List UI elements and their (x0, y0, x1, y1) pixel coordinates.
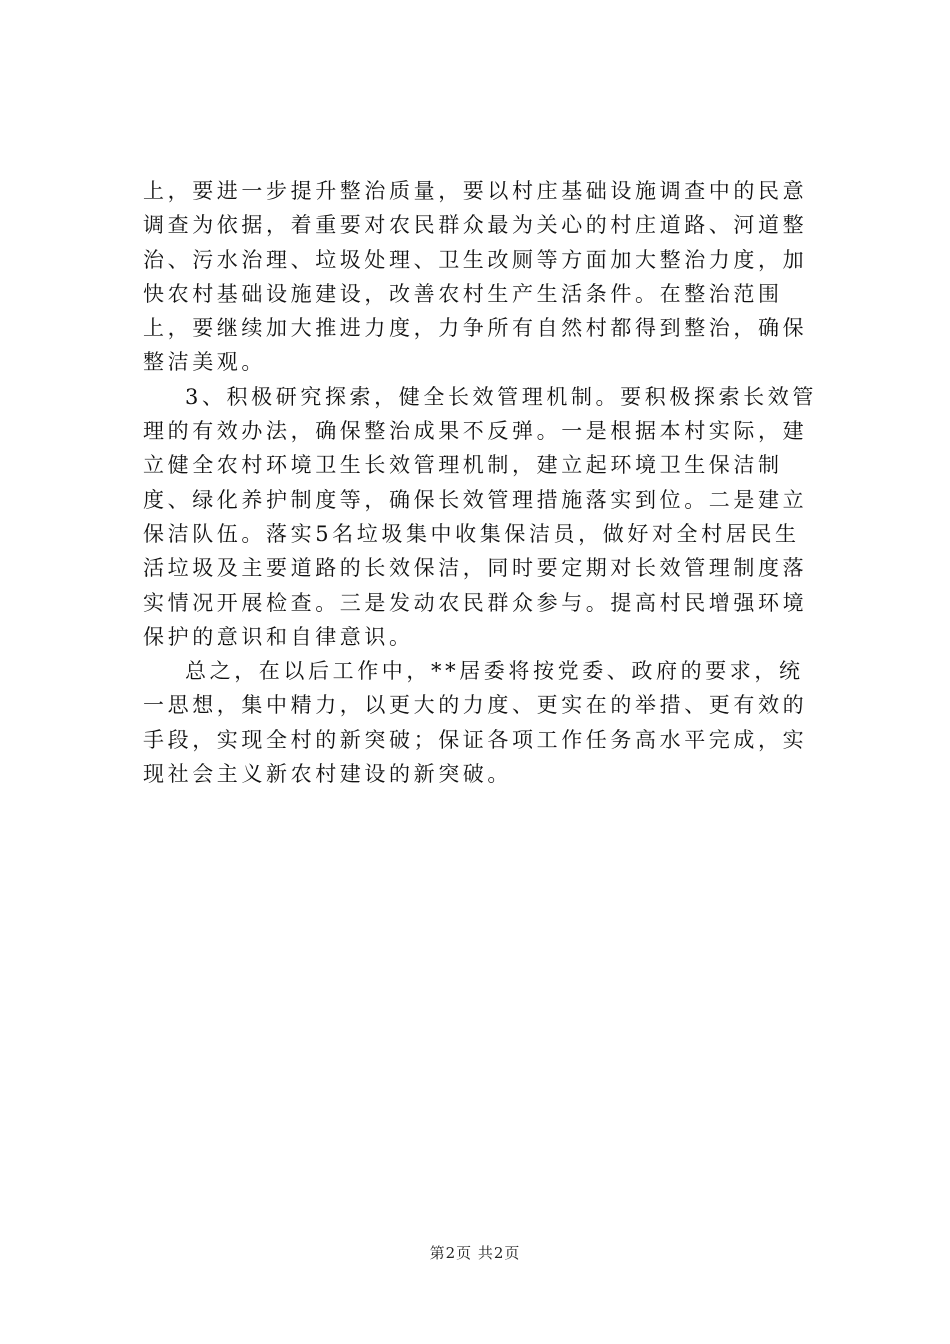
document-body (143, 174, 823, 791)
paragraph-long-term-management: 3、积极研究探索，健全长效管理机制。要积极探索长效管理的有效办法，确保整治成果不反弹。一是根据本村实际，建立健全农村环境卫生长效管理机制，建立起环境卫生保洁制度、绿化养护制度等，确保长效管理措施落实到位。二是建立保洁队伍。落实5名垃圾集中收集保洁员，做好对全村居民生活垃圾及主要道路的长效保洁，同时要定期对长效管理制度落实情况开展检查。三是发动农民群众参与。提高村民增强环境保护的意识和自律意识。 (143, 384, 817, 649)
paragraph-summary: 总之，在以后工作中，**居委将按党委、政府的要求，统一思想，集中精力，以更大的力度、更实在的举措、更有效的手段，实现全村的新突破；保证各项工作任务高水平完成，实现社会主义新农村建设的新突破。 (143, 659, 808, 787)
page-footer: 第2页 共2页 (429, 1244, 521, 1262)
paragraph-continuation: 上，要进一步提升整治质量，要以村庄基础设施调查中的民意调查为依据，着重要对农民群众最为关心的村庄道路、河道整治、污水治理、垃圾处理、卫生改厕等方面加大整治力度，加快农村基础设施建设，改善农村生产生活条件。在整治范围上，要继续加大推进力度，力争所有自然村都得到整治，确保整洁美观。 (143, 179, 808, 375)
